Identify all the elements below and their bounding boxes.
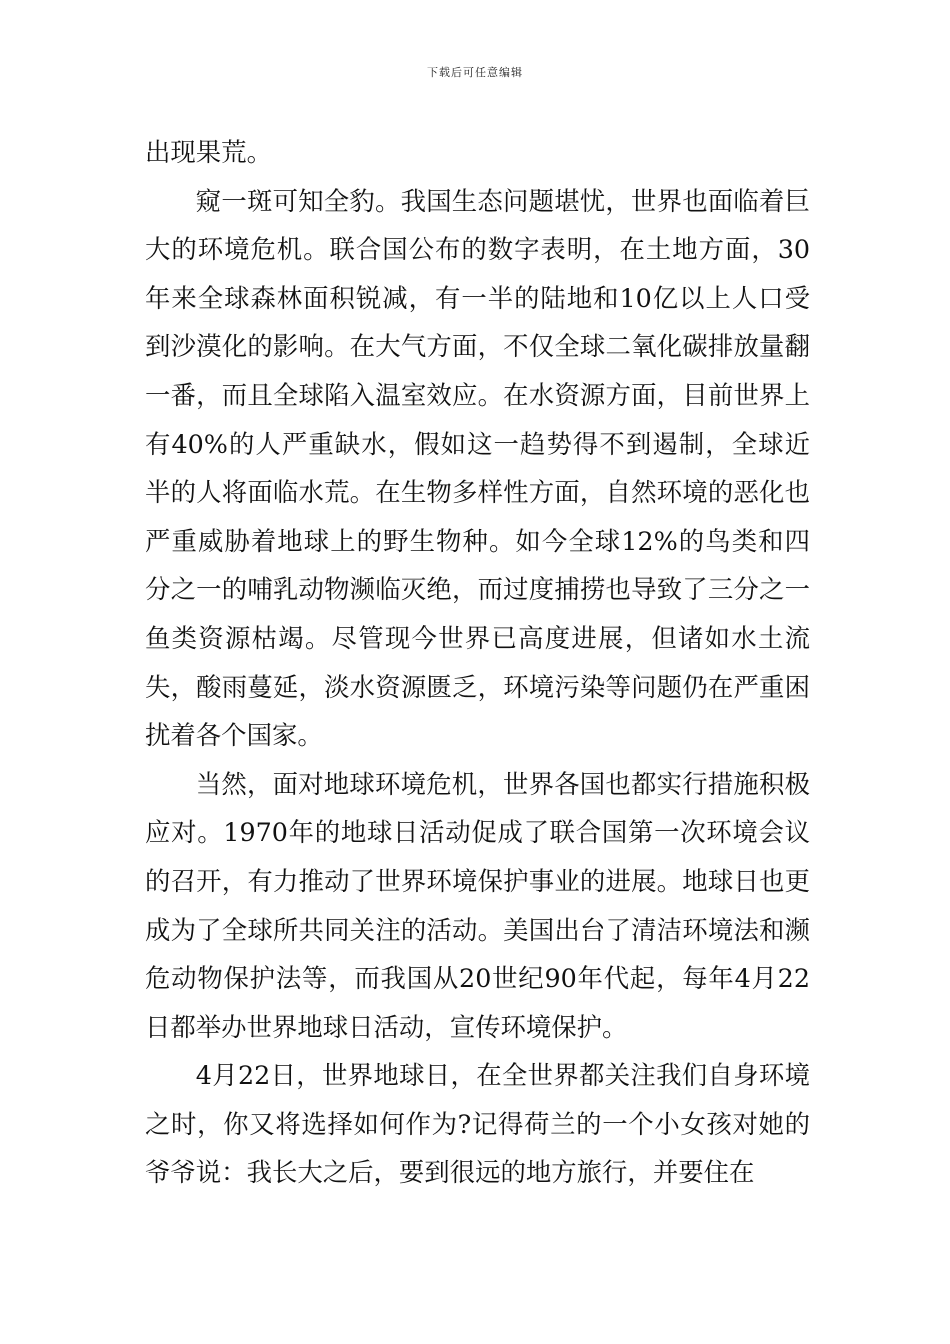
page-header: 下载后可任意编辑 [427, 66, 523, 79]
paragraph-1: 出现果荒。 [145, 137, 272, 167]
paragraph-4: 4月22日，世界地球日，在全世界都关注我们自身环境之时，你又将选择如何作为?记得荷兰的一个小女孩对她的爷爷说：我长大之后，要到很远的地方旅行，并要住在 [145, 1060, 810, 1188]
document-body [145, 128, 810, 1197]
paragraph-3: 当然，面对地球环境危机，世界各国也都实行措施积极应对。1970年的地球日活动促成了联合国第一次环境会议的召开，有力推动了世界环境保护事业的进展。地球日也更成为了全球所共同关注的活动。美国出台了清洁环境法和濒危动物保护法等，而我国从20世纪90年代起，每年4月22日都举办世界地球日活动，宣传环境保护。 [145, 768, 810, 1042]
paragraph-2: 窥一斑可知全豹。我国生态问题堪忧，世界也面临着巨大的环境危机。联合国公布的数字表明，在土地方面，30年来全球森林面积锐减，有一半的陆地和10亿以上人口受到沙漠化的影响。在大气方面，不仅全球二氧化碳排放量翻一番，而且全球陷入温室效应。在水资源方面，目前世界上有40%的人严重缺水，假如这一趋势得不到遏制，全球近半的人将面临水荒。在生物多样性方面，自然环境的恶化也严重威胁着地球上的野生物种。如今全球12%的鸟类和四分之一的哺乳动物濒临灭绝，而过度捕捞也导致了三分之一鱼类资源枯竭。尽管现今世界已高度进展，但诸如水土流失，酸雨蔓延，淡水资源匮乏，环境污染等问题仍在严重困扰着各个国家。 [145, 185, 810, 751]
